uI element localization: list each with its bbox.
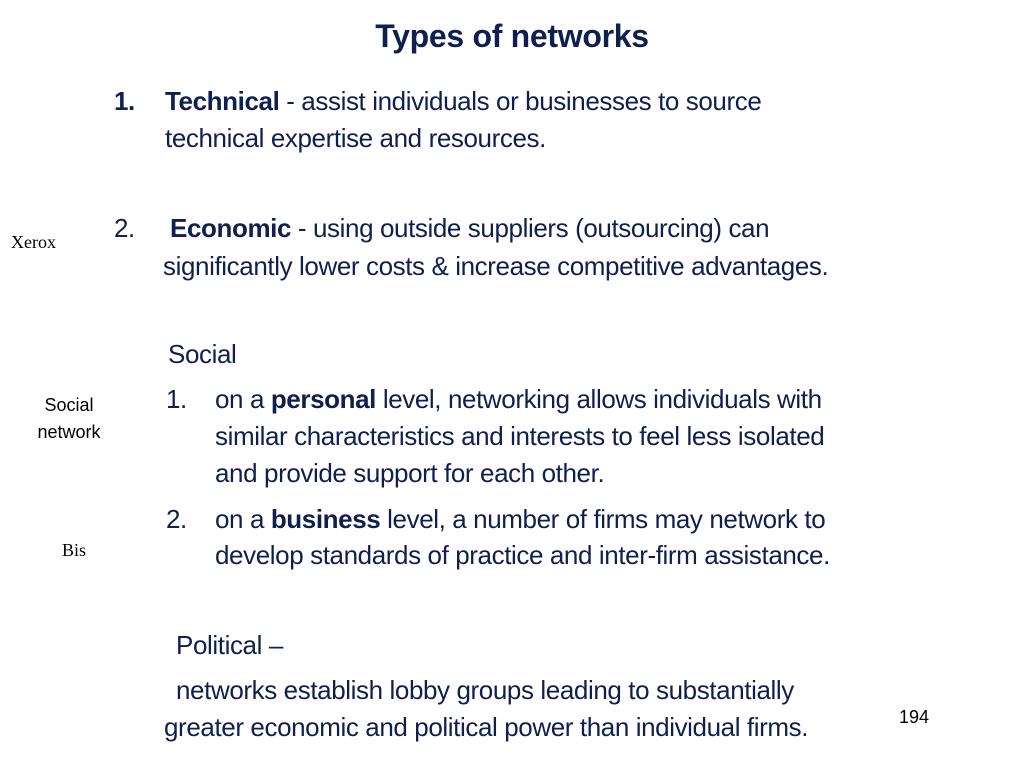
item1-line2: technical expertise and resources. (165, 123, 546, 153)
social-sub1-line1 (215, 381, 822, 418)
social-sub2-post: level, a number of firms may network to (380, 504, 826, 534)
social-sub2-line1 (215, 501, 825, 538)
item2-line1 (170, 210, 769, 247)
social-sub1-number: 1. (166, 384, 187, 414)
side-note-bis: Bis (62, 540, 87, 560)
political-line2: greater economic and political power than individual firms. (164, 712, 809, 742)
side-note-social-line1: Social (44, 395, 94, 415)
social-heading: Social (168, 339, 237, 369)
side-note-xerox: Xerox (11, 232, 56, 252)
item2-number: 2. (114, 213, 135, 243)
item1-line1 (165, 83, 761, 120)
social-sub1-post: level, networking allows individuals with (376, 384, 822, 414)
social-sub2-number: 2. (166, 504, 187, 534)
political-line1: networks establish lobby groups leading to substantially (176, 675, 794, 705)
social-sub1-pre: on a (215, 384, 271, 414)
item2-text: - using outside suppliers (outsourcing) can (291, 213, 770, 243)
slide-title: Types of networks (375, 18, 649, 54)
item1-heading: Technical (165, 86, 280, 116)
political-heading: Political – (176, 630, 283, 660)
item1-text: - assist individuals or businesses to source (279, 86, 762, 116)
social-sub2-bold: business (270, 504, 381, 534)
item2-line2: significantly lower costs & increase competitive advantages. (163, 251, 829, 281)
social-sub2-line2: develop standards of practice and inter-firm assistance. (215, 540, 830, 570)
social-sub1-line3: and provide support for each other. (215, 458, 605, 488)
social-sub1-line2: similar characteristics and interests to feel less isolated (215, 421, 825, 451)
page-number: 194 (899, 707, 930, 727)
social-sub2-pre: on a (215, 504, 271, 534)
side-note-social-network (28, 392, 110, 446)
social-sub1-bold: personal (270, 384, 376, 414)
side-note-social-line2: network (37, 422, 101, 442)
item1-number: 1. (114, 86, 135, 116)
item2-heading: Economic (170, 213, 292, 243)
